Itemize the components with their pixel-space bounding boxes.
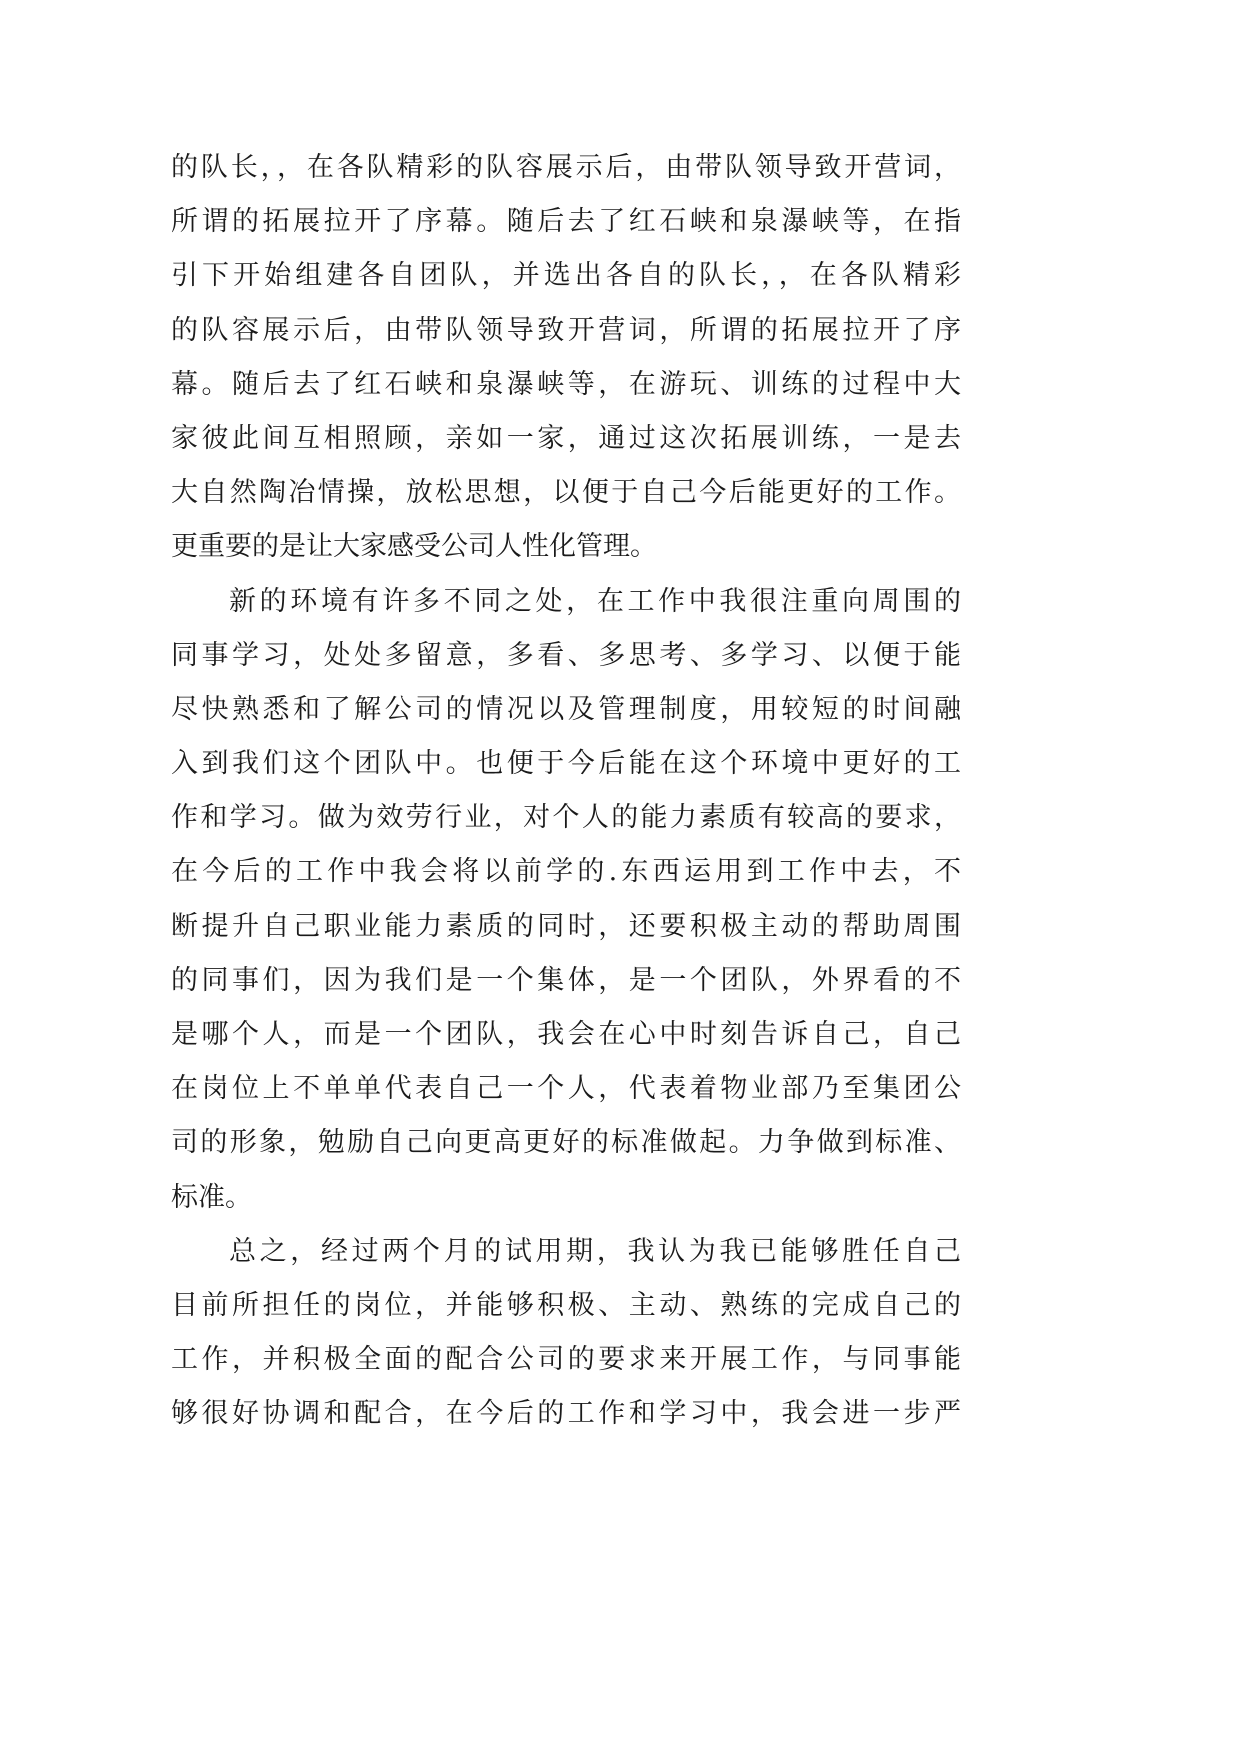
- document-body: [171, 141, 961, 1442]
- paragraph-first-line: 新的环境有许多不同之处，在工作中我很注重向周围的: [229, 585, 961, 617]
- text-line: 所谓的拓展拉开了序幕。随后去了红石峡和泉瀑峡等，在指: [171, 206, 961, 238]
- text-line: 幕。随后去了红石峡和泉瀑峡等，在游玩、训练的过程中大: [171, 368, 961, 400]
- text-line: 引下开始组建各自团队，并选出各自的队长，，在各队精彩: [171, 260, 961, 292]
- text-line: 在今后的工作中我会将以前学的.东西运用到工作中去，不: [171, 856, 961, 888]
- text-line: 的队长，，在各队精彩的队容展示后，由带队领导致开营词，: [171, 152, 961, 183]
- text-line: 的同事们，因为我们是一个集体，是一个团队，外界看的不: [171, 964, 961, 996]
- text-line: 尽快熟悉和了解公司的情况以及管理制度，用较短的时间融: [171, 693, 961, 725]
- text-line: 司的形象，勉励自己向更高更好的标准做起。力争做到标准、: [171, 1127, 961, 1159]
- text-line: 作和学习。做为效劳行业，对个人的能力素质有较高的要求，: [171, 802, 961, 834]
- text-line: 在岗位上不单单代表自己一个人，代表着物业部乃至集团公: [171, 1073, 961, 1105]
- text-line: 标准。: [171, 1181, 252, 1213]
- text-line: 是哪个人，而是一个团队，我会在心中时刻告诉自己，自己: [171, 1019, 961, 1050]
- text-line: 家彼此间互相照顾，亲如一家，通过这次拓展训练，一是去: [171, 422, 961, 454]
- text-line: 同事学习，处处多留意，多看、多思考、多学习、以便于能: [171, 639, 961, 671]
- text-line: 够很好协调和配合，在今后的工作和学习中，我会进一步严: [171, 1398, 961, 1430]
- text-line: 目前所担任的岗位，并能够积极、主动、熟练的完成自己的: [171, 1289, 961, 1321]
- text-line: 入到我们这个团队中。也便于今后能在这个环境中更好的工: [171, 748, 961, 780]
- text-line: 断提升自己职业能力素质的同时，还要积极主动的帮助周围: [171, 910, 961, 942]
- text-line: 工作，并积极全面的配合公司的要求来开展工作，与同事能: [171, 1344, 961, 1376]
- text-line: 大自然陶冶情操，放松思想，以便于自己今后能更好的工作。: [171, 477, 961, 509]
- text-line: 的队容展示后，由带队领导致开营词，所谓的拓展拉开了序: [171, 314, 961, 346]
- paragraph-first-line: 总之，经过两个月的试用期，我认为我已能够胜任自己: [229, 1235, 961, 1267]
- text-line: 更重要的是让大家感受公司人性化管理。: [171, 531, 657, 563]
